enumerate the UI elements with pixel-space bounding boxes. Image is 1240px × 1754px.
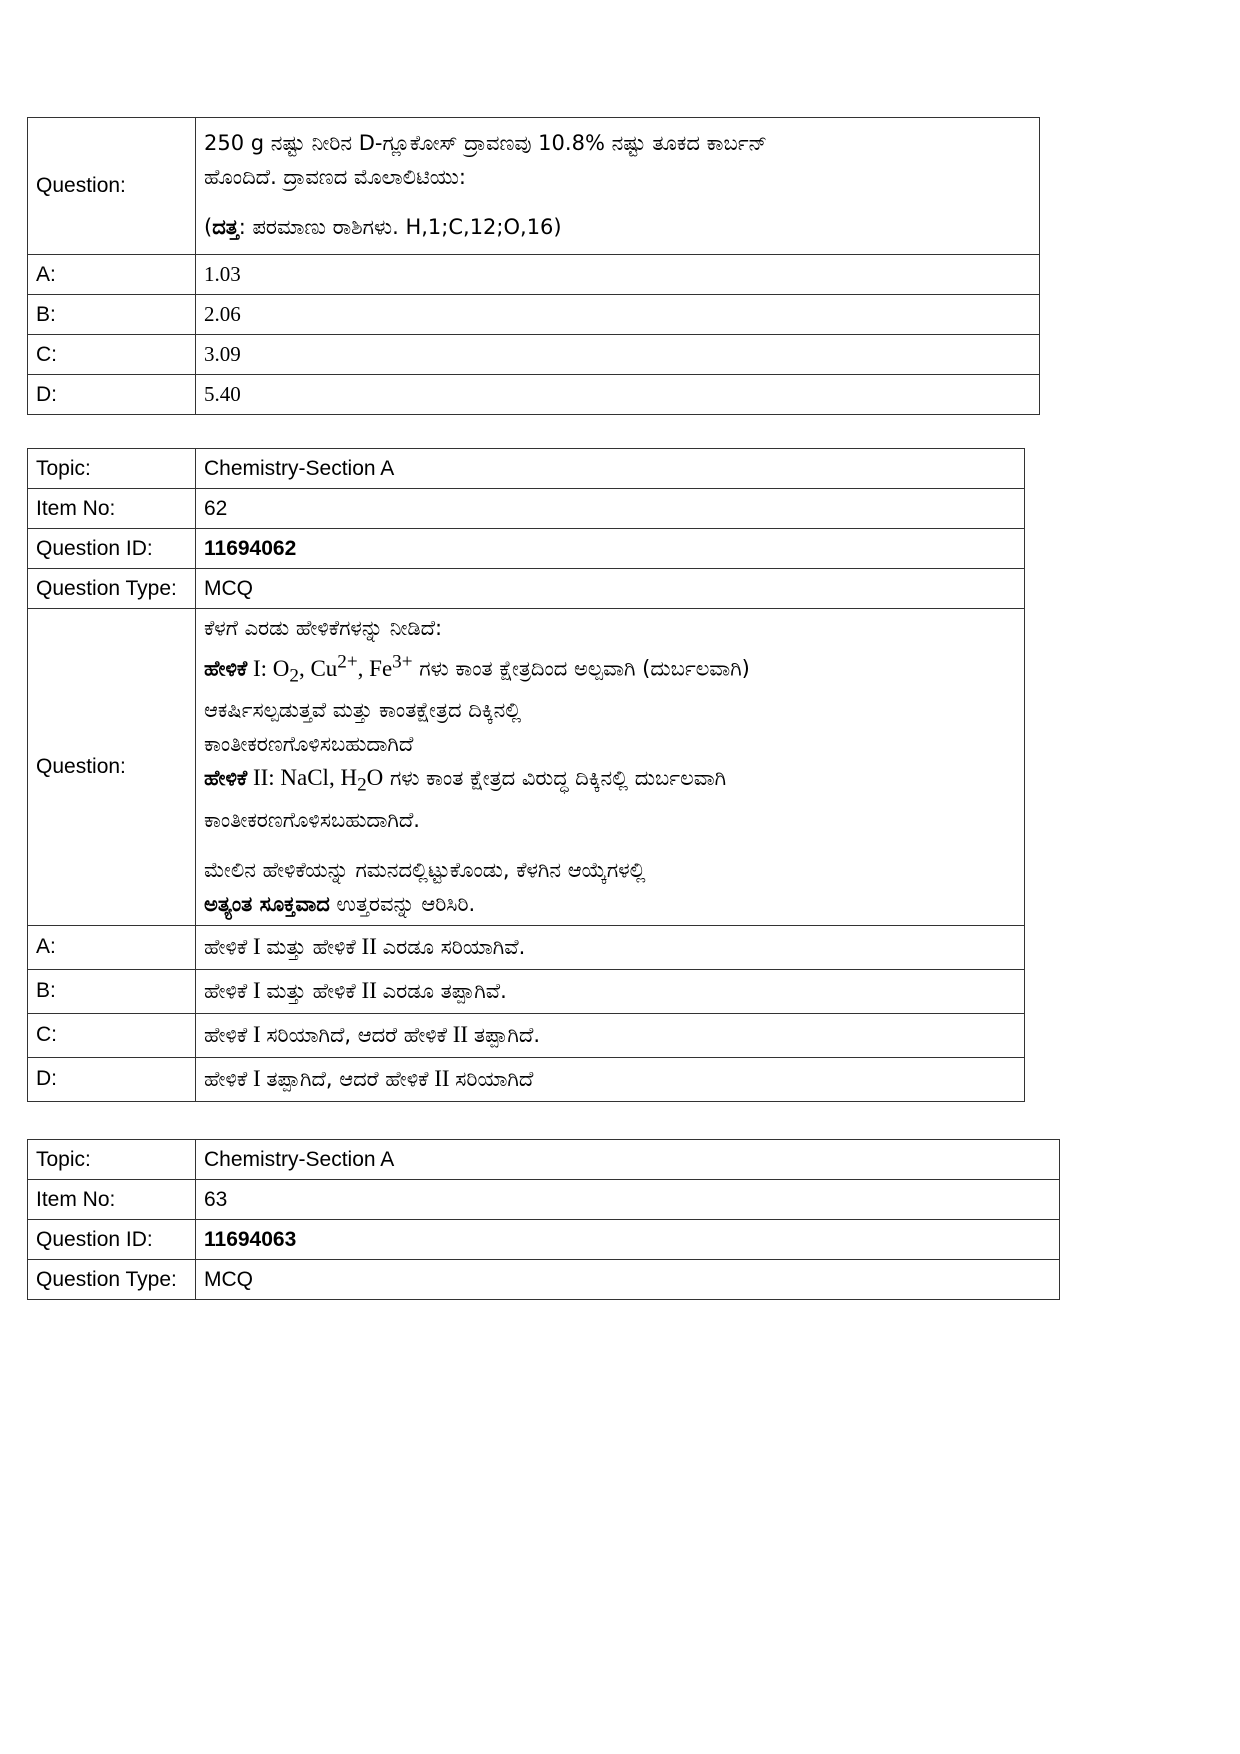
statement-1-formula — [247, 651, 413, 687]
statement-2-formula — [247, 765, 384, 796]
question-row — [28, 118, 1040, 255]
topic-value: Chemistry-Section A — [196, 449, 1025, 489]
item-no-label: Item No: — [28, 489, 196, 529]
formula-sub: 2 — [289, 665, 299, 687]
option-part: ಸರಿಯಾಗಿದೆ, ಆದರೆ ಹೇಳಿಕೆ — [266, 1023, 447, 1048]
option-part: I — [247, 1066, 267, 1092]
option-row — [28, 969, 1025, 1013]
intro-line: ಕೆಳಗೆ ಎರಡು ಹೇಳಿಕೆಗಳನ್ನು ನೀಡಿದೆ: — [204, 616, 443, 640]
statement-1-line-3: ಕಾಂತೀಕರಣಗೊಳಿಸಬಹುದಾಗಿದೆ — [204, 732, 414, 757]
formula-part: , Cu — [298, 655, 338, 681]
topic-label: Topic: — [28, 1140, 196, 1180]
option-part: ಸರಿಯಾಗಿದೆ — [455, 1067, 534, 1092]
option-label: C: — [28, 335, 196, 375]
given-data — [204, 210, 1031, 244]
question-text — [196, 609, 1025, 926]
given-bold: ದತ್ತ — [212, 215, 239, 239]
option-part: ತಪ್ಪಾಗಿದೆ. — [473, 1023, 541, 1048]
option-label: A: — [28, 925, 196, 969]
question-label: Question: — [28, 609, 196, 926]
given-rest: : ಪರಮಾಣು ರಾಶಿಗಳು. H,1;C,12;O,16) — [238, 215, 562, 239]
option-part: ಹೇಳಿಕೆ — [204, 1067, 248, 1092]
question-type-label: Question Type: — [28, 569, 196, 609]
option-text — [196, 925, 1025, 969]
statement-2-rest: ಗಳು ಕಾಂತ ಕ್ಷೇತ್ರದ ವಿರುದ್ಧ ದಿಕ್ಕಿನಲ್ಲಿ ದುರ್ಬಲವಾಗಿ — [383, 766, 727, 791]
option-part: II — [355, 934, 383, 960]
option-part: ಮತ್ತು ಹೇಳಿಕೆ — [266, 979, 356, 1004]
option-label: B: — [28, 295, 196, 335]
topic-label: Topic: — [28, 449, 196, 489]
statement-2-bold: ಹೇಳಿಕೆ — [204, 766, 248, 791]
option-text — [196, 1057, 1025, 1101]
statement-1 — [204, 645, 1016, 693]
meta-row — [28, 1220, 1060, 1260]
question-row — [28, 609, 1025, 926]
option-part: I — [247, 934, 267, 960]
question-id-value — [196, 1220, 1060, 1260]
question-type-value: MCQ — [196, 1260, 1060, 1300]
meta-row — [28, 449, 1025, 489]
question-id-label: Question ID: — [28, 1220, 196, 1260]
option-part: ಹೇಳಿಕೆ — [204, 935, 248, 960]
option-label: C: — [28, 1013, 196, 1057]
option-part: ಮತ್ತು ಹೇಳಿಕೆ — [266, 935, 356, 960]
option-text: 3.09 — [196, 335, 1040, 375]
option-part: I — [247, 978, 267, 1004]
option-row — [28, 1057, 1025, 1101]
option-label: A: — [28, 255, 196, 295]
option-part: ಹೇಳಿಕೆ — [204, 979, 248, 1004]
option-label: D: — [28, 375, 196, 415]
question-id-value — [196, 529, 1025, 569]
option-row — [28, 1013, 1025, 1057]
meta-row — [28, 1180, 1060, 1220]
option-text: 5.40 — [196, 375, 1040, 415]
statement-1-rest: ಗಳು ಕಾಂತ ಕ್ಷೇತ್ರದಿಂದ ಅಲ್ಪವಾಗಿ (ದುರ್ಬಲವಾಗಿ) — [412, 656, 750, 681]
closing-line-2 — [204, 887, 1016, 921]
question-line-2: ಹೊಂದಿದೆ. ದ್ರಾವಣದ ಮೊಲಾಲಿಟಿಯು: — [204, 165, 467, 189]
question-text — [196, 118, 1040, 255]
given-open: ( — [204, 215, 213, 239]
option-text: 2.06 — [196, 295, 1040, 335]
statement-1-bold: ಹೇಳಿಕೆ — [204, 656, 248, 681]
question-type-value: MCQ — [196, 569, 1025, 609]
formula-part: , Fe — [357, 655, 393, 681]
option-part: II — [355, 978, 383, 1004]
option-label: B: — [28, 969, 196, 1013]
question-table-2 — [27, 448, 1025, 1102]
option-part: ಎರಡೂ ಸರಿಯಾಗಿವೆ. — [382, 935, 526, 960]
statement-2 — [204, 761, 1016, 803]
option-row — [28, 255, 1040, 295]
meta-row — [28, 569, 1025, 609]
question-type-label: Question Type: — [28, 1260, 196, 1300]
meta-row — [28, 1140, 1060, 1180]
option-row — [28, 375, 1040, 415]
option-part: I — [247, 1022, 267, 1048]
item-no-value: 62 — [196, 489, 1025, 529]
formula-part: O — [366, 765, 384, 791]
meta-row — [28, 489, 1025, 529]
question-table-3 — [27, 1139, 1060, 1300]
closing-rest: ಉತ್ತರವನ್ನು ಆರಿಸಿರಿ. — [329, 891, 476, 916]
question-id-label: Question ID: — [28, 529, 196, 569]
option-part: ಎರಡೂ ತಪ್ಪಾಗಿವೆ. — [382, 979, 507, 1004]
statement-1-line-2: ಆಕರ್ಷಿಸಲ್ಪಡುತ್ತವೆ ಮತ್ತು ಕಾಂತಕ್ಷೇತ್ರದ ದಿಕ್ಕಿನಲ್ಲಿ — [204, 698, 522, 723]
option-part: ತಪ್ಪಾಗಿದೆ, ಆದರೆ ಹೇಳಿಕೆ — [266, 1067, 429, 1092]
option-row — [28, 925, 1025, 969]
option-text — [196, 969, 1025, 1013]
option-part: ಹೇಳಿಕೆ — [204, 1023, 248, 1048]
option-text: 1.03 — [196, 255, 1040, 295]
topic-value: Chemistry-Section A — [196, 1140, 1060, 1180]
option-text — [196, 1013, 1025, 1057]
meta-row — [28, 529, 1025, 569]
closing-bold: ಅತ್ಯಂತ ಸೂಕ್ತವಾದ — [204, 891, 330, 916]
formula-sup: 2+ — [337, 651, 358, 672]
formula-part: I: O — [247, 655, 290, 681]
item-no-label: Item No: — [28, 1180, 196, 1220]
option-part: II — [428, 1066, 456, 1092]
formula-sup: 3+ — [392, 651, 413, 672]
question-table-1 — [27, 117, 1040, 415]
question-id-bold: 11694063 — [204, 1227, 297, 1251]
question-line-1: 250 g ನಷ್ಟು ನೀರಿನ D-ಗ್ಲೂಕೋಸ್ ದ್ರಾವಣವು 10.8% ನಷ್ಟು ತೂಕದ ಕಾರ್ಬನ್ — [204, 131, 768, 155]
question-id-bold: 11694062 — [204, 536, 297, 560]
statement-2-line-2: ಕಾಂತೀಕರಣಗೊಳಿಸಬಹುದಾಗಿದೆ. — [204, 807, 420, 832]
item-no-value: 63 — [196, 1180, 1060, 1220]
closing-line-1: ಮೇಲಿನ ಹೇಳಿಕೆಯನ್ನು ಗಮನದಲ್ಲಿಟ್ಟುಕೊಂಡು, ಕೆಳಗಿನ ಆಯ್ಕೆಗಳಲ್ಲಿ — [204, 857, 646, 882]
option-label: D: — [28, 1057, 196, 1101]
question-label: Question: — [28, 118, 196, 255]
option-part: II — [446, 1022, 474, 1048]
formula-part: II: NaCl, H — [247, 765, 358, 791]
option-row — [28, 335, 1040, 375]
meta-row — [28, 1260, 1060, 1300]
formula-sub: 2 — [357, 774, 367, 796]
option-row — [28, 295, 1040, 335]
